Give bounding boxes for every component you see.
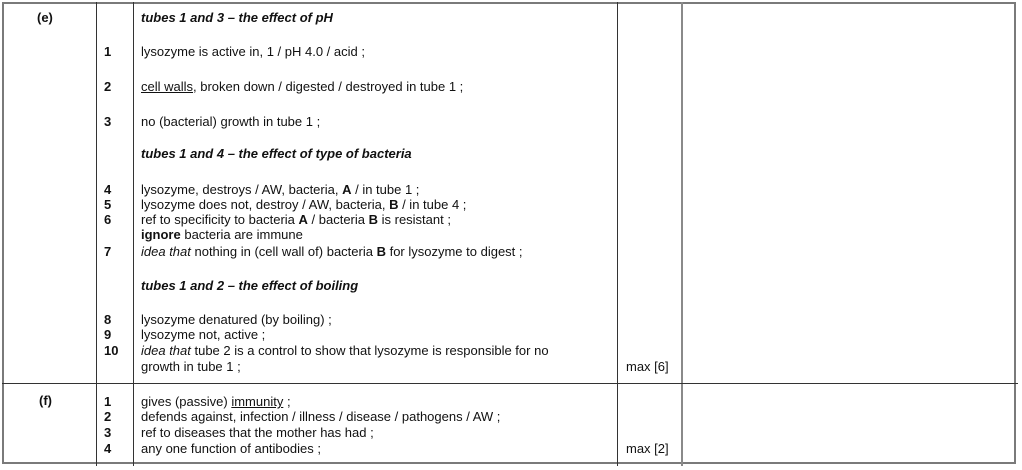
bold-term: B <box>389 197 399 212</box>
marks-value: max [6] <box>626 359 669 374</box>
point-text: lysozyme is active in, 1 / pH 4.0 / acid ; <box>141 44 365 59</box>
text-part: gives (passive) <box>141 394 232 409</box>
point-text: no (bacterial) growth in tube 1 ; <box>141 114 321 129</box>
bold-term: B <box>376 244 386 259</box>
italic-term: idea that <box>141 244 191 259</box>
bold-term: A <box>342 182 352 197</box>
text-part: / in tube 1 ; <box>351 182 420 197</box>
point-text-continued: growth in tube 1 ; <box>141 359 241 374</box>
point-text <box>141 197 466 212</box>
text-part: for lysozyme to digest ; <box>385 244 523 259</box>
text-part: lysozyme does not, destroy / AW, bacteria, <box>141 197 390 212</box>
point-text: ref to diseases that the mother has had ; <box>141 425 374 440</box>
text-part: ref to specificity to bacteria <box>141 212 299 227</box>
point-number: 5 <box>104 197 112 212</box>
part-label: (e) <box>37 10 53 25</box>
point-number: 2 <box>104 409 112 424</box>
text-part: tube 2 is a control to show that lysozyme is responsible for no <box>190 343 549 358</box>
point-text: any one function of antibodies ; <box>141 441 321 456</box>
point-number: 4 <box>104 182 112 197</box>
point-number: 1 <box>104 394 112 409</box>
point-number: 3 <box>104 425 112 440</box>
point-number: 3 <box>104 114 112 129</box>
point-text: defends against, infection / illness / disease / pathogens / AW ; <box>141 409 501 424</box>
text-part: / bacteria <box>307 212 369 227</box>
ignore-note <box>141 227 303 242</box>
point-text: lysozyme denatured (by boiling) ; <box>141 312 332 327</box>
point-number: 8 <box>104 312 112 327</box>
point-number: 2 <box>104 79 112 94</box>
underlined-term: cell walls <box>141 79 194 94</box>
point-text <box>141 244 523 259</box>
column-divider-part <box>96 2 97 466</box>
text-part: lysozyme, destroys / AW, bacteria, <box>141 182 343 197</box>
text-part: ; <box>283 394 291 409</box>
column-divider-answer <box>617 2 618 466</box>
row-divider <box>2 383 1018 384</box>
point-text <box>141 343 549 358</box>
underlined-term: immunity <box>231 394 284 409</box>
point-number: 10 <box>104 343 119 358</box>
point-number: 7 <box>104 244 112 259</box>
text-part: bacteria are immune <box>180 227 303 242</box>
part-label: (f) <box>39 393 52 408</box>
point-text <box>141 394 291 409</box>
section-heading: tubes 1 and 3 – the effect of pH <box>141 10 333 25</box>
text-part: / in tube 4 ; <box>398 197 467 212</box>
point-text: lysozyme not, active ; <box>141 327 266 342</box>
section-heading: tubes 1 and 2 – the effect of boiling <box>141 278 359 293</box>
italic-term: idea that <box>141 343 191 358</box>
point-text <box>141 212 451 227</box>
point-number: 4 <box>104 441 112 456</box>
point-text <box>141 79 463 94</box>
bold-term: A <box>298 212 308 227</box>
point-text-rest: , broken down / digested / destroyed in tube 1 ; <box>193 79 464 94</box>
bold-term: ignore <box>141 227 181 242</box>
marks-value: max [2] <box>626 441 669 456</box>
section-heading: tubes 1 and 4 – the effect of type of bacteria <box>141 146 412 161</box>
column-divider-marks <box>681 2 683 466</box>
text-part: nothing in (cell wall of) bacteria <box>190 244 377 259</box>
point-number: 9 <box>104 327 112 342</box>
column-divider-number <box>133 2 134 466</box>
point-text <box>141 182 419 197</box>
text-part: is resistant ; <box>378 212 451 227</box>
bold-term: B <box>368 212 378 227</box>
point-number: 6 <box>104 212 112 227</box>
point-number: 1 <box>104 44 112 59</box>
